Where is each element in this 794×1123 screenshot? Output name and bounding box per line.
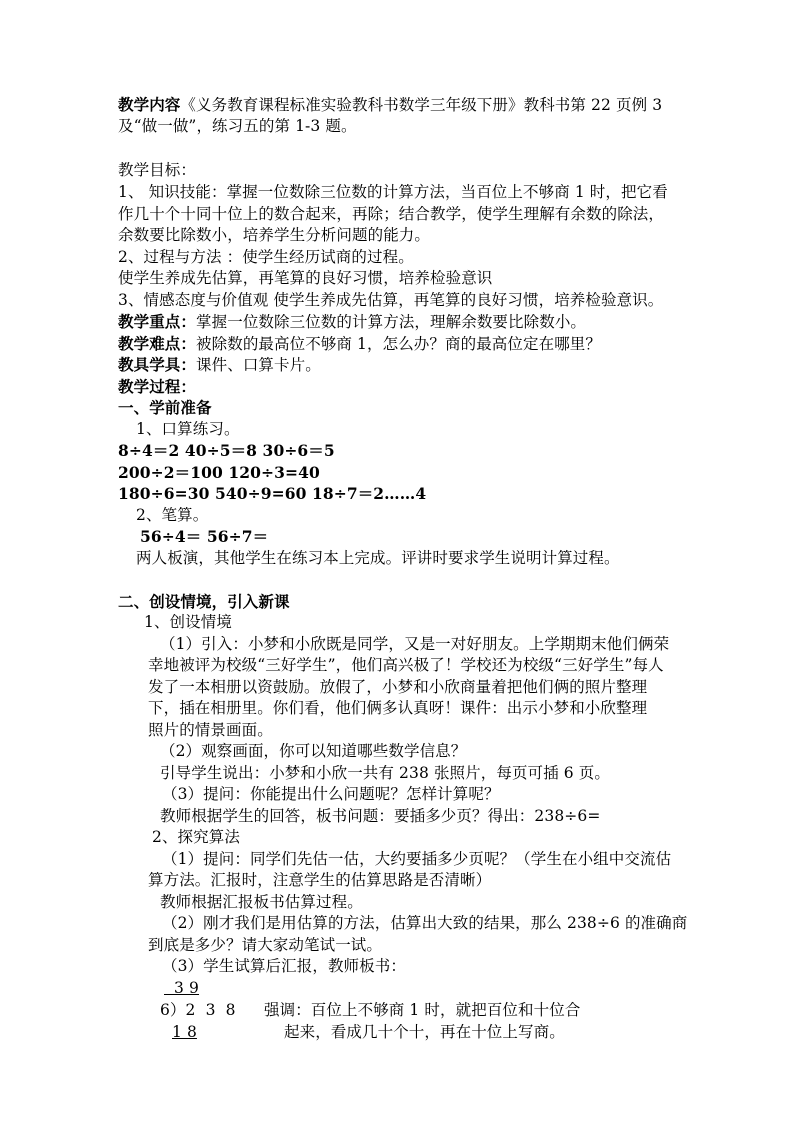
emphasis-line: 强调：百位上不够商 1 时，就把百位和十位合: [264, 1001, 581, 1019]
paragraph-line: （1）提问：同学们先估一估，大约要插多少页呢？（学生在小组中交流估: [162, 850, 672, 868]
calc-row: 8÷4＝2 40÷5＝8 30÷6＝5: [118, 441, 335, 460]
content-label: 教学内容: [118, 95, 181, 114]
tools-text: 课件、口算卡片。: [196, 356, 321, 374]
key-point-text: 掌握一位数除三位数的计算方法，理解余数要比除数小。: [196, 313, 587, 331]
key-point-label: 教学重点：: [118, 312, 197, 331]
objective-line: 2、过程与方法 ：使学生经历试商的过程。: [118, 248, 414, 266]
calc-row: 180÷6=30 540÷9=60 18÷7＝2……4: [118, 484, 427, 503]
subsection-scenario: 1、创设情境: [144, 613, 232, 631]
board-instruction: 两人板演，其他学生在练习本上完成。评讲时要求学生说明计算过程。: [136, 549, 620, 567]
subsection-algorithm: 2、探究算法: [152, 828, 240, 846]
paragraph-line: （1）引入：小梦和小欣既是同学，又是一对好朋友。上学期期末他们俩荣: [160, 635, 670, 653]
paragraph-line: （2）刚才我们是用估算的方法，估算出大致的结果，那么 238÷6 的准确商: [162, 914, 688, 932]
section-2-title: 二、创设情境，引入新课: [118, 592, 290, 611]
oral-practice-label: 1、口算练习。: [136, 420, 240, 438]
process-heading: 教学过程：: [118, 377, 197, 396]
paragraph-line: （2）观察画面，你可以知道哪些数学信息？: [160, 742, 467, 760]
paragraph-line: 照片的情景画面。: [148, 721, 273, 739]
paragraph-line: （3）学生试算后汇报，教师板书：: [162, 957, 406, 975]
division-subtraction: 1 8: [172, 1023, 197, 1041]
paragraph-line: 引导学生说出：小梦和小欣一共有 238 张照片，每页可插 6 页。: [160, 764, 610, 782]
content-line-1: [118, 94, 662, 116]
calc-row: 200÷2＝100 120÷3=40: [118, 463, 320, 482]
paragraph-line: 下，插在相册里。你们看，他们俩多认真呀！课件：出示小梦和小欣整理: [148, 699, 648, 717]
division-quotient: 3 9: [164, 979, 200, 997]
paragraph-line: 教师根据汇报板书估算过程。: [160, 893, 363, 911]
objectives-heading: 教学目标：: [118, 161, 197, 179]
difficulty-text: 被除数的最高位不够商 1，怎么办？商的最高位定在哪里？: [196, 335, 602, 353]
objective-line: 作几十个十同十位上的数合起来，再除；结合教学，使学生理解有余数的除法，: [118, 205, 665, 223]
difficulty-label: 教学难点：: [118, 334, 197, 353]
division-expression: 6）2 3 8: [160, 1001, 236, 1019]
paragraph-line: 幸地被评为校级“三好学生”，他们高兴极了！学校还为校级“三好学生”每人: [148, 656, 664, 674]
key-point-line: [118, 311, 586, 333]
tools-label: 教具学具：: [118, 355, 197, 374]
paragraph-line: 发了一本相册以资鼓励。放假了，小梦和小欣商量着把他们俩的照片整理: [148, 678, 648, 696]
objective-line: 余数要比除数小，培养学生分析问题的能力。: [118, 226, 431, 244]
section-1-title: 一、学前准备: [118, 398, 212, 417]
content-line-2: 及“做一做”，练习五的第 1-3 题。: [118, 117, 357, 135]
objective-line: 3、情感态度与价值观 使学生养成先估算，再笔算的良好习惯，培养检验意识。: [118, 291, 664, 309]
emphasis-line: 起来，看成几十个十，再在十位上写商。: [284, 1023, 565, 1041]
difficulty-line: [118, 333, 601, 355]
paragraph-line: 教师根据学生的回答，板书问题：要插多少页？得出：238÷6=: [160, 807, 601, 825]
paragraph-line: （3）提问：你能提出什么问题呢？怎样计算呢？: [162, 785, 500, 803]
objective-line: 使学生养成先估算，再笔算的良好习惯，培养检验意识: [118, 269, 493, 287]
paragraph-line: 算方法。汇报时，注意学生的估算思路是否清晰）: [148, 871, 492, 889]
paragraph-line: 到底是多少？请大家动笔试一试。: [148, 936, 383, 954]
content-text: 《义务教育课程标准实验教科书数学三年级下册》教科书第 22 页例 3: [180, 96, 663, 114]
written-calc-problems: 56÷4＝ 56÷7＝: [140, 527, 269, 546]
tools-line: [118, 354, 321, 376]
objective-line: 1、 知识技能：掌握一位数除三位数的计算方法，当百位上不够商 1 时，把它看: [118, 183, 668, 201]
written-calc-label: 2、笔算。: [136, 506, 209, 524]
